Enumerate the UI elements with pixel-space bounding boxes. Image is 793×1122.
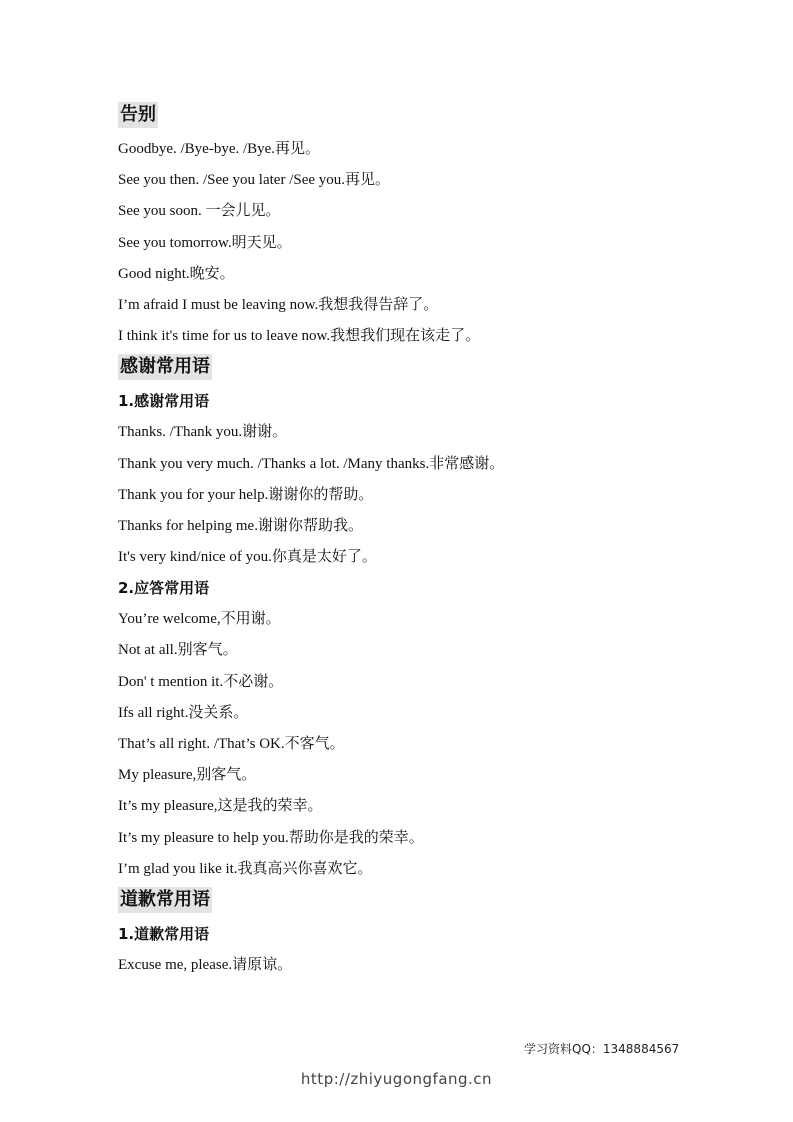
footer-qq-text: 学习资料QQ：1348884567: [524, 1042, 680, 1056]
section-heading: 道歉常用语: [118, 887, 212, 913]
section-heading: 告别: [118, 102, 158, 128]
sub-heading: 1.感谢常用语: [118, 392, 210, 411]
phrase-line: Goodbye. /Bye-bye. /Bye.再见。: [118, 141, 321, 157]
phrase-line: It’s my pleasure,这是我的荣幸。: [118, 798, 323, 815]
phrase-line: Thank you for your help.谢谢你的帮助。: [118, 486, 374, 503]
phrase-line: See you then. /See you later /See you.再见。: [118, 172, 391, 189]
phrase-line: Excuse me, please.请原谅。: [118, 956, 293, 973]
phrase-line: Ifs all right.没关系。: [118, 704, 249, 721]
section-heading: 感谢常用语: [118, 354, 212, 380]
phrase-line: See you tomorrow.明天见。: [118, 234, 292, 251]
phrase-line: It's very kind/nice of you.你真是太好了。: [118, 549, 377, 566]
phrase-line: I’m afraid I must be leaving now.我想我得告辞了。: [118, 296, 439, 313]
sub-heading: 2.应答常用语: [118, 579, 210, 598]
section-farewell: [118, 102, 738, 352]
phrase-line: Don' t mention it.不必谢。: [118, 673, 284, 690]
section-thanks: [118, 354, 738, 885]
phrase-line: That’s all right. /That’s OK.不客气。: [118, 736, 345, 752]
phrase-line: Good night.晚安。: [118, 265, 235, 282]
footer-url-link[interactable]: http://zhiyugongfang.cn: [300, 1070, 493, 1088]
phrase-line: Thanks for helping me.谢谢你帮助我。: [118, 517, 363, 534]
phrase-line: See you soon. 一会儿见。: [118, 203, 281, 220]
document-content: [118, 102, 738, 983]
phrase-line: Thanks. /Thank you.谢谢。: [118, 424, 288, 441]
phrase-line: My pleasure,别客气。: [118, 767, 257, 784]
phrase-line: It’s my pleasure to help you.帮助你是我的荣幸。: [118, 829, 424, 846]
phrase-line: I’m glad you like it.我真高兴你喜欢它。: [118, 860, 373, 877]
sub-heading: 1.道歉常用语: [118, 924, 210, 943]
section-apology: [118, 887, 738, 981]
phrase-line: Not at all.别客气。: [118, 642, 238, 659]
phrase-line: I think it's time for us to leave now.我想我们现在该走了。: [118, 328, 481, 345]
phrase-line: Thank you very much. /Thanks a lot. /Many thanks.非常感谢。: [118, 455, 505, 472]
phrase-line: You’re welcome,不用谢。: [118, 611, 281, 628]
